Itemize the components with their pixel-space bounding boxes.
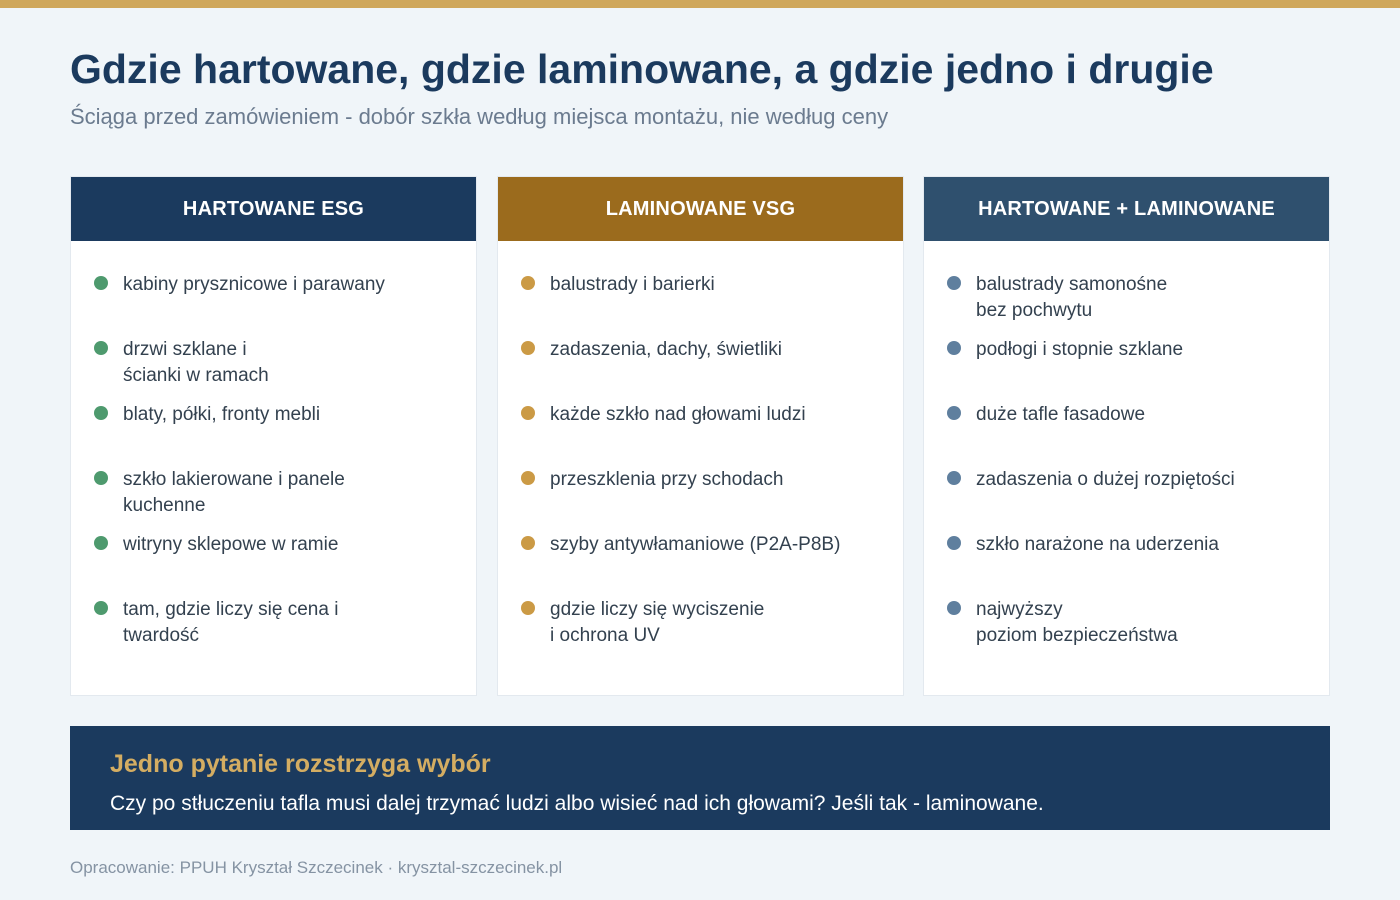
list-item: [924, 402, 1329, 470]
list-item-text: duże tafle fasadowe: [976, 404, 1146, 425]
bullet-dot-icon: [94, 276, 108, 290]
list-item-text: najwyższy poziom bezpieczeństwa: [976, 599, 1178, 646]
bullet-dot-icon: [521, 601, 535, 615]
list-item: [924, 337, 1329, 405]
bullet-dot-icon: [94, 536, 108, 550]
list-item: [498, 467, 903, 535]
list-item-text: drzwi szklane i ścianki w ramach: [123, 339, 269, 386]
list-item-text: podłogi i stopnie szklane: [976, 339, 1184, 360]
column-card-laminated: [497, 176, 904, 696]
list-item-text: witryny sklepowe w ramie: [123, 534, 339, 555]
column-card-tempered-laminated: [923, 176, 1330, 696]
list-item-text: zadaszenia, dachy, świetliki: [550, 339, 782, 360]
list-item: [71, 597, 476, 665]
footer-credit: Opracowanie: PPUH Kryształ Szczecinek · krysztal-szczecinek.pl: [70, 858, 563, 877]
list-item-text: każde szkło nad głowami ludzi: [550, 404, 806, 425]
list-item-text: zadaszenia o dużej rozpiętości: [976, 469, 1235, 490]
bullet-dot-icon: [947, 341, 961, 355]
column-header: HARTOWANE ESG: [71, 177, 476, 241]
bullet-dot-icon: [94, 406, 108, 420]
list-item: [71, 272, 476, 340]
bullet-dot-icon: [94, 601, 108, 615]
bullet-dot-icon: [94, 471, 108, 485]
bullet-dot-icon: [947, 471, 961, 485]
list-item: [498, 337, 903, 405]
bullet-dot-icon: [947, 406, 961, 420]
list-item: [924, 272, 1329, 340]
bullet-dot-icon: [947, 601, 961, 615]
list-item-text: szyby antywłamaniowe (P2A-P8B): [550, 534, 841, 555]
list-item: [924, 532, 1329, 600]
list-item-text: kabiny prysznicowe i parawany: [123, 274, 385, 295]
list-item-text: szkło lakierowane i panele kuchenne: [123, 469, 345, 516]
list-item: [498, 272, 903, 340]
list-item: [924, 597, 1329, 665]
column-card-tempered: [70, 176, 477, 696]
list-item-text: tam, gdzie liczy się cena i twardość: [123, 599, 339, 646]
list-item: [498, 402, 903, 470]
list-item: [924, 467, 1329, 535]
bullet-dot-icon: [521, 536, 535, 550]
list-item: [498, 597, 903, 665]
column-header: HARTOWANE + LAMINOWANE: [924, 177, 1329, 241]
bullet-dot-icon: [94, 341, 108, 355]
list-item: [71, 467, 476, 535]
callout-title: Jedno pytanie rozstrzyga wybór: [110, 750, 491, 778]
callout-text: Czy po stłuczeniu tafla musi dalej trzymać ludzi albo wisieć nad ich głowami? Jeśli tak - laminowane.: [110, 792, 1044, 815]
list-item-text: blaty, półki, fronty mebli: [123, 404, 321, 425]
page-subtitle: Ściąga przed zamówieniem - dobór szkła według miejsca montażu, nie według ceny: [70, 104, 889, 129]
list-item-text: gdzie liczy się wyciszenie i ochrona UV: [550, 599, 765, 646]
list-item-text: balustrady i barierki: [550, 274, 715, 295]
bullet-dot-icon: [521, 406, 535, 420]
list-item: [498, 532, 903, 600]
bullet-dot-icon: [947, 276, 961, 290]
list-item-text: balustrady samonośne bez pochwytu: [976, 274, 1168, 321]
top-accent-bar: [0, 0, 1400, 8]
bullet-dot-icon: [521, 276, 535, 290]
list-item-text: przeszklenia przy schodach: [550, 469, 784, 490]
bullet-dot-icon: [521, 341, 535, 355]
list-item: [71, 337, 476, 405]
page-title: Gdzie hartowane, gdzie laminowane, a gdzie jedno i drugie: [70, 46, 1214, 92]
list-item: [71, 532, 476, 600]
column-header: LAMINOWANE VSG: [498, 177, 903, 241]
list-item: [71, 402, 476, 470]
list-item-text: szkło narażone na uderzenia: [976, 534, 1219, 555]
bullet-dot-icon: [521, 471, 535, 485]
bullet-dot-icon: [947, 536, 961, 550]
decision-callout: [70, 726, 1330, 830]
